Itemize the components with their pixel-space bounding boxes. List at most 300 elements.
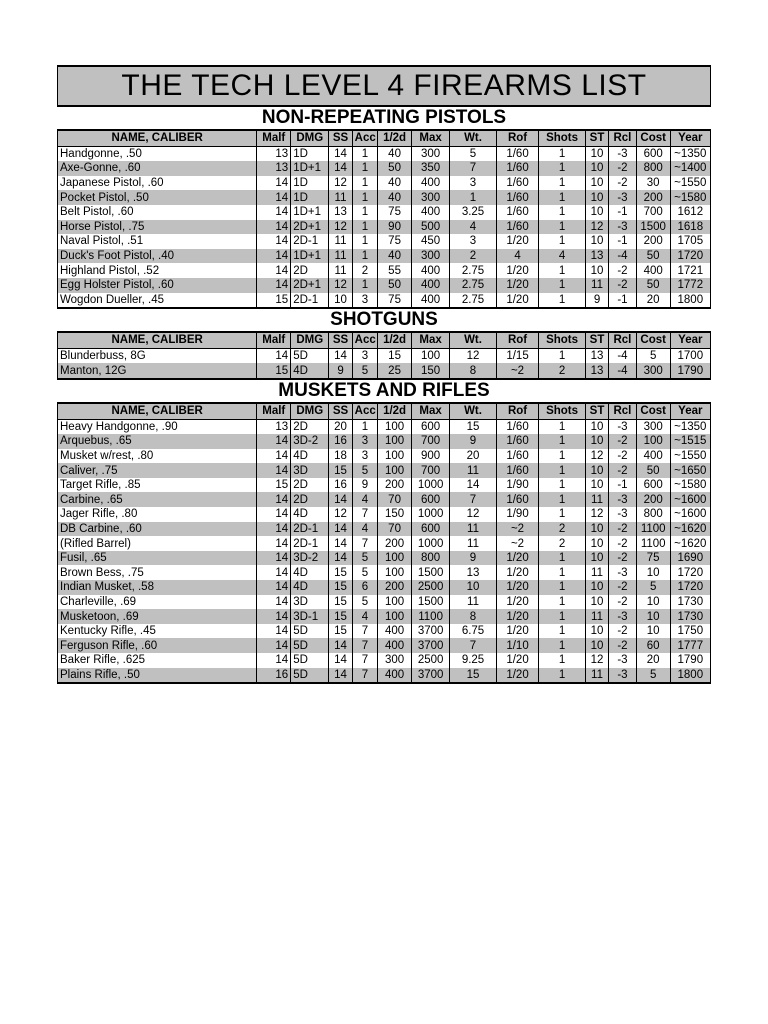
table-cell: 1720 <box>670 565 710 580</box>
table-cell: -2 <box>609 278 637 293</box>
table-cell: 1 <box>539 595 586 610</box>
table-cell: 14 <box>257 536 291 551</box>
table-cell: 90 <box>378 220 412 235</box>
table-cell: 400 <box>636 263 670 278</box>
table-cell: Jager Rifle, .80 <box>58 507 257 522</box>
table-cell: 9.25 <box>450 653 497 668</box>
table-cell: 1/60 <box>496 220 538 235</box>
table-cell: 40 <box>378 146 412 161</box>
table-cell: 700 <box>412 463 450 478</box>
table-cell: ~2 <box>496 363 538 379</box>
table-cell: 2D-1 <box>291 536 329 551</box>
table-cell: 7 <box>352 668 377 684</box>
table-cell: 800 <box>412 551 450 566</box>
table-cell: 5 <box>636 348 670 363</box>
table-cell: 9 <box>450 551 497 566</box>
table-cell: -2 <box>609 463 637 478</box>
table-cell: 4D <box>291 580 329 595</box>
table-cell: 1/90 <box>496 507 538 522</box>
table-cell: 50 <box>378 161 412 176</box>
table-cell: 5 <box>352 565 377 580</box>
table-cell: 5 <box>352 463 377 478</box>
column-header: Max <box>412 403 450 419</box>
firearms-table <box>57 402 711 684</box>
table-cell: 14 <box>257 551 291 566</box>
table-cell: 1790 <box>670 363 710 379</box>
table-cell: 40 <box>378 190 412 205</box>
table-cell: 1 <box>539 449 586 464</box>
section-title: NON-REPEATING PISTOLS <box>261 107 507 128</box>
table-cell: 600 <box>636 146 670 161</box>
firearms-table <box>57 331 711 380</box>
table-cell: 70 <box>378 522 412 537</box>
table-cell: -3 <box>609 609 637 624</box>
table-cell: -4 <box>609 348 637 363</box>
table-row <box>58 609 711 624</box>
column-header: Year <box>670 130 710 146</box>
table-cell: 9 <box>329 363 352 379</box>
table-row <box>58 507 711 522</box>
table-cell: 500 <box>412 220 450 235</box>
table-row <box>58 205 711 220</box>
table-cell: 14 <box>257 653 291 668</box>
table-cell: 1/15 <box>496 348 538 363</box>
table-cell: 2 <box>539 363 586 379</box>
table-cell: 5 <box>352 595 377 610</box>
table-cell: 1D+1 <box>291 161 329 176</box>
table-cell: 1/60 <box>496 205 538 220</box>
table-cell: 40 <box>378 249 412 264</box>
table-cell: 700 <box>412 434 450 449</box>
table-cell: 1/20 <box>496 234 538 249</box>
table-cell: 1/90 <box>496 478 538 493</box>
table-cell: -2 <box>609 449 637 464</box>
table-cell: 100 <box>378 434 412 449</box>
table-cell: 4 <box>352 522 377 537</box>
table-cell: 150 <box>378 507 412 522</box>
table-cell: 5D <box>291 624 329 639</box>
table-cell: 12 <box>585 449 608 464</box>
table-cell: 600 <box>636 478 670 493</box>
table-cell: -2 <box>609 624 637 639</box>
table-cell: 1/60 <box>496 176 538 191</box>
table-cell: 5 <box>636 668 670 684</box>
table-cell: 11 <box>450 536 497 551</box>
table-cell: 8 <box>450 609 497 624</box>
table-cell: Blunderbuss, 8G <box>58 348 257 363</box>
table-cell: 15 <box>450 668 497 684</box>
table-cell: 1000 <box>412 478 450 493</box>
table-cell: 1 <box>539 348 586 363</box>
table-cell: 16 <box>257 668 291 684</box>
table-cell: Belt Pistol, .60 <box>58 205 257 220</box>
table-cell: 1612 <box>670 205 710 220</box>
table-cell: ~1550 <box>670 449 710 464</box>
column-header: Year <box>670 403 710 419</box>
table-cell: 200 <box>378 536 412 551</box>
table-cell: 200 <box>378 478 412 493</box>
table-cell: 4D <box>291 507 329 522</box>
table-cell: 1800 <box>670 668 710 684</box>
table-cell: 100 <box>378 463 412 478</box>
table-cell: 75 <box>378 234 412 249</box>
table-cell: 100 <box>378 419 412 434</box>
column-header: SS <box>329 403 352 419</box>
table-cell: 10 <box>585 190 608 205</box>
table-cell: Musket w/rest, .80 <box>58 449 257 464</box>
table-cell: 3 <box>352 293 377 309</box>
table-cell: 2D <box>291 492 329 507</box>
table-cell: ~1580 <box>670 190 710 205</box>
table-cell: 14 <box>329 653 352 668</box>
table-cell: 1 <box>352 146 377 161</box>
table-row <box>58 478 711 493</box>
table-row <box>58 161 711 176</box>
table-cell: 10 <box>585 478 608 493</box>
table-row <box>58 249 711 264</box>
table-cell: -2 <box>609 522 637 537</box>
table-cell: 2 <box>450 249 497 264</box>
table-cell: 10 <box>585 161 608 176</box>
table-cell: 4D <box>291 449 329 464</box>
table-cell: -2 <box>609 434 637 449</box>
table-cell: 9 <box>450 434 497 449</box>
table-cell: 15 <box>257 478 291 493</box>
table-cell: 14 <box>329 551 352 566</box>
table-cell: 11 <box>450 522 497 537</box>
table-cell: 1 <box>539 551 586 566</box>
table-cell: 12 <box>329 220 352 235</box>
column-header: Rcl <box>609 403 637 419</box>
column-header: Shots <box>539 332 586 348</box>
table-cell: 1730 <box>670 609 710 624</box>
table-cell: 1/20 <box>496 609 538 624</box>
table-cell: 10 <box>585 263 608 278</box>
table-cell: 3D <box>291 595 329 610</box>
table-row <box>58 220 711 235</box>
table-cell: 14 <box>450 478 497 493</box>
table-cell: 4 <box>450 220 497 235</box>
column-header: Rcl <box>609 332 637 348</box>
table-cell: ~2 <box>496 536 538 551</box>
table-cell: 2 <box>539 522 586 537</box>
table-cell: 14 <box>257 220 291 235</box>
table-cell: ~1550 <box>670 176 710 191</box>
table-cell: 1 <box>352 176 377 191</box>
column-header: ST <box>585 403 608 419</box>
column-header: 1/2d <box>378 332 412 348</box>
table-cell: 12 <box>450 507 497 522</box>
table-cell: 1 <box>539 293 586 309</box>
table-cell: ~1620 <box>670 536 710 551</box>
table-cell: -1 <box>609 293 637 309</box>
table-header-row <box>58 130 711 146</box>
column-header: 1/2d <box>378 130 412 146</box>
table-cell: 1 <box>539 565 586 580</box>
table-cell: 14 <box>257 595 291 610</box>
table-cell: 1 <box>539 419 586 434</box>
table-row <box>58 463 711 478</box>
table-row <box>58 434 711 449</box>
table-row <box>58 449 711 464</box>
table-cell: 1 <box>352 190 377 205</box>
table-cell: ~1350 <box>670 146 710 161</box>
table-cell: Ferguson Rifle, .60 <box>58 638 257 653</box>
table-cell: 1 <box>539 609 586 624</box>
table-cell: -4 <box>609 363 637 379</box>
table-cell: 1/60 <box>496 190 538 205</box>
table-cell: 5 <box>450 146 497 161</box>
table-cell: 6 <box>352 580 377 595</box>
table-cell: 20 <box>636 653 670 668</box>
column-header: Acc <box>352 403 377 419</box>
table-cell: Wogdon Dueller, .45 <box>58 293 257 309</box>
table-cell: 1772 <box>670 278 710 293</box>
table-cell: 1/20 <box>496 595 538 610</box>
table-cell: 1730 <box>670 595 710 610</box>
table-cell: 1/60 <box>496 492 538 507</box>
column-header: Malf <box>257 130 291 146</box>
table-cell: 1720 <box>670 580 710 595</box>
table-cell: 1 <box>539 434 586 449</box>
table-cell: 5 <box>352 551 377 566</box>
table-row <box>58 363 711 379</box>
table-cell: 1/60 <box>496 161 538 176</box>
table-cell: 7 <box>352 653 377 668</box>
table-row <box>58 624 711 639</box>
table-row <box>58 492 711 507</box>
table-cell: 11 <box>450 595 497 610</box>
table-cell: 1 <box>539 580 586 595</box>
table-cell: 20 <box>636 293 670 309</box>
table-cell: -3 <box>609 492 637 507</box>
table-cell: 15 <box>329 463 352 478</box>
table-cell: -1 <box>609 205 637 220</box>
table-cell: 1 <box>539 263 586 278</box>
table-cell: 2D-1 <box>291 234 329 249</box>
table-cell: 400 <box>412 263 450 278</box>
table-cell: 1 <box>539 624 586 639</box>
column-header: SS <box>329 130 352 146</box>
table-cell: ~1600 <box>670 507 710 522</box>
table-cell: Baker Rifle, .625 <box>58 653 257 668</box>
table-cell: 14 <box>257 205 291 220</box>
table-cell: 40 <box>378 176 412 191</box>
table-cell: 15 <box>450 419 497 434</box>
table-cell: 10 <box>585 595 608 610</box>
table-cell: 13 <box>257 419 291 434</box>
table-header-row <box>58 332 711 348</box>
table-cell: 1 <box>539 653 586 668</box>
table-cell: 11 <box>585 565 608 580</box>
table-cell: 200 <box>636 234 670 249</box>
table-cell: 15 <box>257 293 291 309</box>
table-cell: 5 <box>352 363 377 379</box>
table-cell: (Rifled Barrel) <box>58 536 257 551</box>
table-cell: 1/60 <box>496 449 538 464</box>
table-cell: ~2 <box>496 522 538 537</box>
table-cell: 20 <box>450 449 497 464</box>
table-cell: 300 <box>412 249 450 264</box>
table-cell: 5D <box>291 668 329 684</box>
table-cell: 15 <box>329 580 352 595</box>
table-cell: 1 <box>352 278 377 293</box>
table-cell: 13 <box>329 205 352 220</box>
table-cell: 14 <box>257 463 291 478</box>
table-cell: 4D <box>291 363 329 379</box>
table-cell: 13 <box>585 363 608 379</box>
table-cell: 14 <box>257 638 291 653</box>
table-cell: 1D+1 <box>291 249 329 264</box>
table-cell: 25 <box>378 363 412 379</box>
column-header: Rcl <box>609 130 637 146</box>
column-header: Rof <box>496 403 538 419</box>
table-cell: 10 <box>585 176 608 191</box>
column-header: Rof <box>496 130 538 146</box>
table-cell: 15 <box>329 595 352 610</box>
table-cell: -2 <box>609 580 637 595</box>
table-cell: Duck's Foot Pistol, .40 <box>58 249 257 264</box>
table-cell: 15 <box>329 624 352 639</box>
table-cell: 4 <box>496 249 538 264</box>
table-cell: 11 <box>585 609 608 624</box>
table-cell: 10 <box>585 522 608 537</box>
table-row <box>58 580 711 595</box>
table-cell: 2D+1 <box>291 220 329 235</box>
table-cell: 1/20 <box>496 293 538 309</box>
table-cell: 400 <box>378 624 412 639</box>
table-cell: 14 <box>257 449 291 464</box>
table-cell: 50 <box>378 278 412 293</box>
table-cell: -2 <box>609 263 637 278</box>
table-cell: 1777 <box>670 638 710 653</box>
table-cell: 10 <box>585 638 608 653</box>
table-cell: 3 <box>352 348 377 363</box>
table-cell: 1 <box>352 249 377 264</box>
table-cell: ~1400 <box>670 161 710 176</box>
table-cell: 100 <box>378 551 412 566</box>
table-cell: 150 <box>412 363 450 379</box>
table-cell: 1/60 <box>496 419 538 434</box>
table-row <box>58 293 711 309</box>
table-cell: Heavy Handgonne, .90 <box>58 419 257 434</box>
table-cell: 7 <box>352 638 377 653</box>
table-cell: Japanese Pistol, .60 <box>58 176 257 191</box>
table-cell: 11 <box>329 263 352 278</box>
table-row <box>58 263 711 278</box>
table-cell: 12 <box>450 348 497 363</box>
table-cell: 1/60 <box>496 146 538 161</box>
table-cell: 1000 <box>412 507 450 522</box>
column-header: ST <box>585 332 608 348</box>
table-row <box>58 551 711 566</box>
table-cell: ~1515 <box>670 434 710 449</box>
table-cell: 1/20 <box>496 653 538 668</box>
table-cell: 5D <box>291 653 329 668</box>
table-cell: 3 <box>352 434 377 449</box>
table-cell: 1/20 <box>496 278 538 293</box>
column-header: NAME, CALIBER <box>58 403 257 419</box>
firearms-list-sheet <box>57 65 711 684</box>
table-cell: 10 <box>636 624 670 639</box>
table-cell: 9 <box>585 293 608 309</box>
table-cell: 700 <box>636 205 670 220</box>
table-cell: 1100 <box>412 609 450 624</box>
table-cell: 14 <box>329 348 352 363</box>
table-cell: 13 <box>585 249 608 264</box>
table-cell: 200 <box>636 190 670 205</box>
table-cell: 7 <box>450 638 497 653</box>
table-cell: 12 <box>585 653 608 668</box>
column-header: DMG <box>291 332 329 348</box>
table-cell: 7 <box>352 536 377 551</box>
table-cell: 300 <box>636 419 670 434</box>
table-cell: 14 <box>257 492 291 507</box>
table-cell: 1/20 <box>496 551 538 566</box>
column-header: Year <box>670 332 710 348</box>
table-cell: 3D-1 <box>291 609 329 624</box>
table-cell: 100 <box>378 565 412 580</box>
table-cell: 2D+1 <box>291 278 329 293</box>
table-cell: 1 <box>539 278 586 293</box>
table-cell: -3 <box>609 565 637 580</box>
table-cell: -1 <box>609 234 637 249</box>
column-header: Acc <box>352 130 377 146</box>
column-header: Cost <box>636 130 670 146</box>
table-cell: 12 <box>585 507 608 522</box>
table-cell: 1D <box>291 146 329 161</box>
table-cell: 3.25 <box>450 205 497 220</box>
table-cell: 1/20 <box>496 668 538 684</box>
column-header: Cost <box>636 403 670 419</box>
table-header-row <box>58 403 711 419</box>
table-cell: 1/20 <box>496 624 538 639</box>
table-cell: 1 <box>539 220 586 235</box>
table-cell: 50 <box>636 249 670 264</box>
table-cell: 1 <box>539 463 586 478</box>
column-header: ST <box>585 130 608 146</box>
table-cell: 13 <box>450 565 497 580</box>
table-cell: 1 <box>539 205 586 220</box>
table-cell: 10 <box>585 419 608 434</box>
table-cell: 1500 <box>412 595 450 610</box>
table-cell: 1 <box>539 638 586 653</box>
table-cell: 1100 <box>636 536 670 551</box>
table-cell: 1/60 <box>496 463 538 478</box>
table-cell: 5D <box>291 348 329 363</box>
table-cell: DB Carbine, .60 <box>58 522 257 537</box>
table-cell: 1 <box>352 220 377 235</box>
table-cell: 1 <box>539 234 586 249</box>
table-cell: 1000 <box>412 536 450 551</box>
column-header: Cost <box>636 332 670 348</box>
table-cell: 13 <box>257 161 291 176</box>
table-cell: 3D <box>291 463 329 478</box>
table-row <box>58 522 711 537</box>
table-cell: 400 <box>636 449 670 464</box>
table-cell: 20 <box>329 419 352 434</box>
table-cell: 1700 <box>670 348 710 363</box>
table-cell: 14 <box>257 263 291 278</box>
table-cell: Charleville, .69 <box>58 595 257 610</box>
table-cell: 1690 <box>670 551 710 566</box>
table-cell: 14 <box>257 434 291 449</box>
table-cell: Brown Bess, .75 <box>58 565 257 580</box>
table-cell: 3D-2 <box>291 434 329 449</box>
table-cell: 16 <box>329 434 352 449</box>
table-cell: Arquebus, .65 <box>58 434 257 449</box>
table-cell: 11 <box>585 668 608 684</box>
